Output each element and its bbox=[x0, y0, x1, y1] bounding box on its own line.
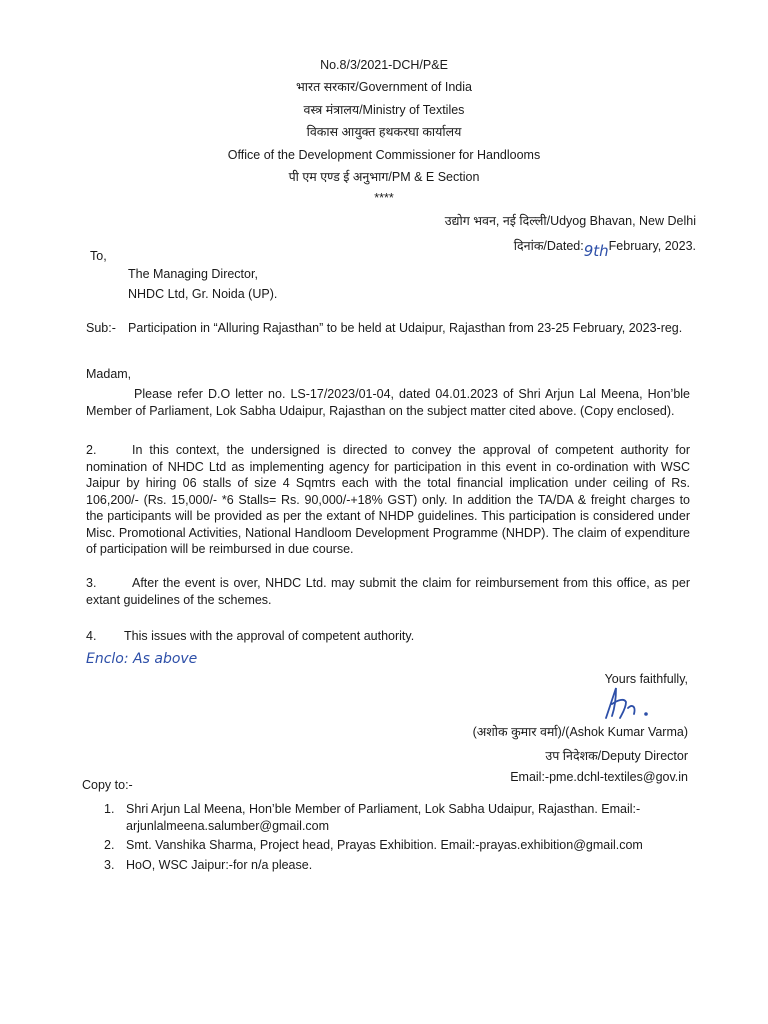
signatory-designation: उप निदेशक/Deputy Director bbox=[545, 749, 688, 763]
signatory-email: Email:-pme.dchl-textiles@gov.in bbox=[510, 770, 688, 784]
paragraph-3 bbox=[86, 575, 690, 608]
addressee-line-2: NHDC Ltd, Gr. Noida (UP). bbox=[128, 287, 278, 301]
paragraph-1: Please refer D.O letter no. LS-17/2023/01-04, dated 04.01.2023 of Shri Arjun Lal Meena, Hon’ble Member of Parliament, Lok Sabha Udaipur, Rajasthan on the subject matter cited above. (Copy enclosed). bbox=[86, 387, 690, 418]
office-hindi-line: विकास आयुक्त हथकरघा कार्यालय bbox=[306, 125, 462, 140]
section-line: पी एम एण्ड ई अनुभाग/PM & E Section bbox=[288, 169, 480, 184]
place-line: उद्योग भवन, नई दिल्ली/Udyog Bhavan, New Delhi bbox=[444, 214, 696, 228]
letterhead bbox=[0, 57, 768, 205]
paragraph-3-number: 3. bbox=[86, 576, 97, 590]
paragraph-3-text: After the event is over, NHDC Ltd. may submit the claim for reimbursement from this office, as per extant guidelines of the schemes. bbox=[86, 576, 690, 607]
list-item-text: Smt. Vanshika Sharma, Project head, Prayas Exhibition. Email:-prayas.exhibition@gmail.com bbox=[126, 838, 643, 852]
list-item-text: Shri Arjun Lal Meena, Hon’ble Member of Parliament, Lok Sabha Udaipur, Rajasthan. Email:-arjunlalmeena.salumber@gmail.com bbox=[126, 802, 641, 833]
separator-stars: **** bbox=[374, 191, 394, 206]
date-label: दिनांक/Dated: bbox=[513, 239, 584, 253]
list-item bbox=[104, 857, 684, 874]
list-item-number: 3. bbox=[104, 857, 115, 872]
handwritten-date: 9th bbox=[583, 242, 609, 260]
copy-to-list bbox=[104, 801, 684, 876]
list-item bbox=[104, 801, 684, 834]
date-line bbox=[296, 236, 696, 260]
office-line: Office of the Development Commissioner for Handlooms bbox=[227, 147, 541, 162]
list-item-text: HoO, WSC Jaipur:-for n/a please. bbox=[126, 857, 313, 872]
subject-text: Participation in “Alluring Rajasthan” to be held at Udaipur, Rajasthan from 23-25 February, 2023-reg. bbox=[128, 321, 683, 335]
date-rest: February, 2023. bbox=[608, 239, 696, 253]
signatory-name: (अशोक कुमार वर्मा)/(Ashok Kumar Varma) bbox=[472, 725, 688, 739]
ministry-line: वस्त्र मंत्रालय/Ministry of Textiles bbox=[303, 102, 465, 117]
paragraph-2 bbox=[86, 442, 690, 558]
list-item bbox=[104, 837, 684, 854]
closing: Yours faithfully, bbox=[604, 672, 688, 686]
list-item-number: 1. bbox=[104, 802, 115, 816]
file-number: No.8/3/2021-DCH/P&E bbox=[320, 58, 448, 72]
to-label: To, bbox=[90, 249, 107, 263]
paragraph-4-text: This issues with the approval of competent authority. bbox=[124, 629, 415, 643]
copy-to-label: Copy to:- bbox=[82, 778, 133, 792]
govt-line: भारत सरकार/Government of India bbox=[296, 80, 472, 95]
handwritten-enclosure: Enclo: As above bbox=[86, 651, 198, 667]
list-item-number: 2. bbox=[104, 838, 115, 852]
salutation: Madam, bbox=[86, 367, 132, 381]
paragraph-4 bbox=[86, 628, 414, 645]
addressee-line-1: The Managing Director, bbox=[128, 267, 258, 281]
paragraph-2-number: 2. bbox=[86, 443, 97, 457]
subject-label: Sub:- bbox=[86, 321, 116, 335]
paragraph-2-text: In this context, the undersigned is directed to convey the approval of competent authority for nomination of NHDC Ltd as implementing agency for participation in this event in co-ordination with WSC Jaipur by hiring 06 stalls of size 4 Sqmtrs each with the total financial implication under ceiling of Rs. 106,200/- (Rs. 15,000/- *6 Stalls= Rs. 90,000/-+18% GST) only. In addition the TA/DA & freight charges to the participants will be provided as per the extant of NHDP guidelines. This participation is considered under Misc. Promotional Activities, National Handloom Development Programme (NHDP). The claim of expenditure of participation will be reimbursed in due course. bbox=[86, 443, 690, 556]
paragraph-4-number: 4. bbox=[86, 629, 97, 643]
signature-mark bbox=[598, 684, 658, 724]
